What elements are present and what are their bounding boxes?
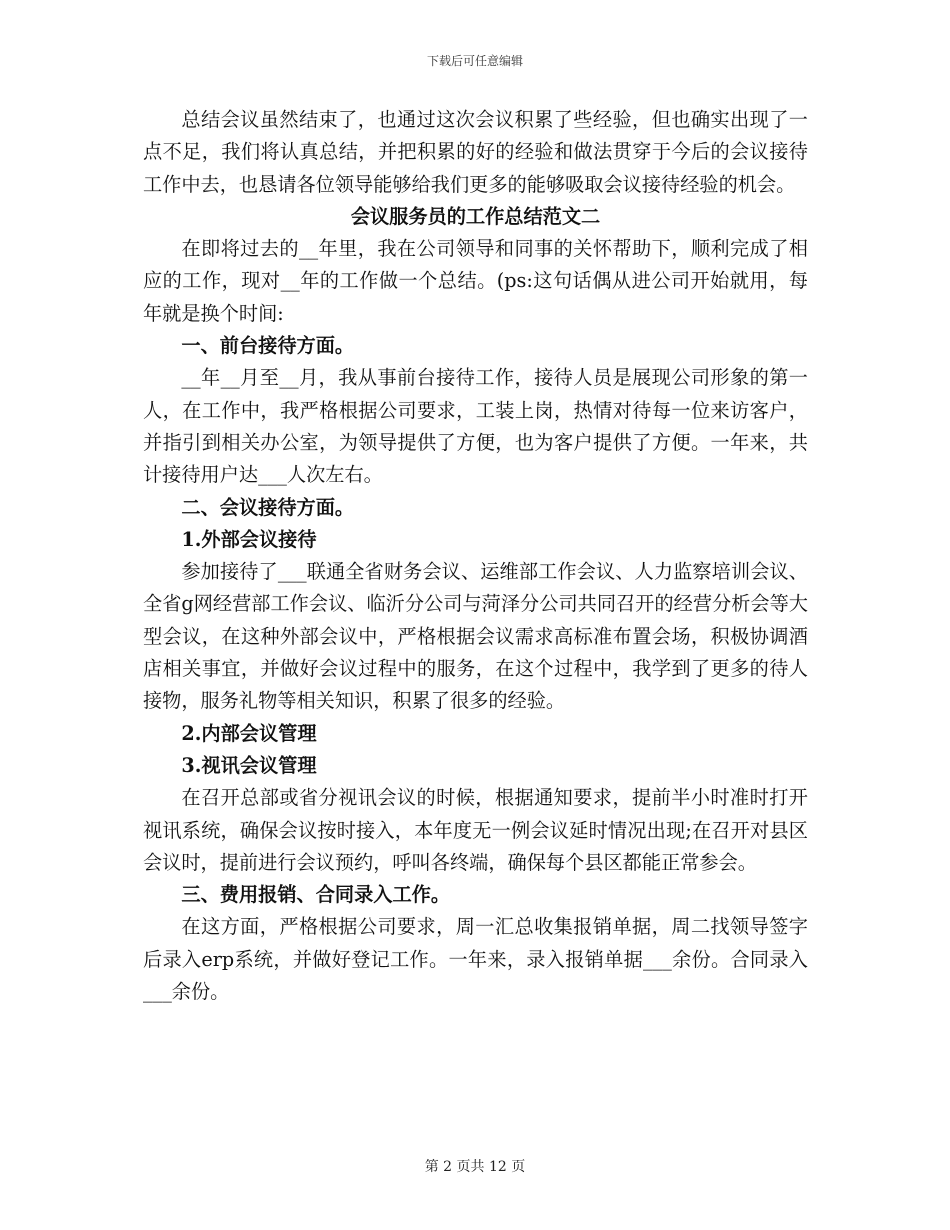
paragraph-expenses-contracts: 在这方面，严格根据公司要求，周一汇总收集报销单据，周二找领导签字后录入erp系统，并做好登记工作。一年来，录入报销单据___余份。合同录入___余份。 — [143, 915, 808, 1004]
heading-internal-meetings: 2.内部会议管理 — [181, 721, 317, 745]
paragraph-external-meetings: 参加接待了___联通全省财务会议、运维部工作会议、人力监察培训会议、全省g网经营部工作会议、临沂分公司与菏泽分公司共同召开的经营分析会等大型会议，在这种外部会议中，严格根据会议需求高标准布置会场，积极协调酒店相关事宜，并做好会议过程中的服务，在这个过程中，我学到了更多的待人接物，服务礼物等相关知识，积累了很多的经验。 — [143, 560, 808, 713]
section-title: 会议服务员的工作总结范文二 — [350, 204, 601, 228]
heading-expenses-contracts: 三、费用报销、合同录入工作。 — [181, 883, 451, 907]
heading-video-meetings: 3.视讯会议管理 — [181, 753, 317, 777]
paragraph-front-desk: __年__月至__月，我从事前台接待工作，接待人员是展现公司形象的第一人，在工作中，我严格根据公司要求，工装上岗，热情对待每一位来访客户，并指引到相关办公室，为领导提供了方便，也为客户提供了方便。一年来，共计接待用户达___人次左右。 — [143, 366, 808, 487]
paragraph-summary-conclusion: 总结会议虽然结束了，也通过这次会议积累了些经验，但也确实出现了一点不足，我们将认真总结，并把积累的好的经验和做法贯穿于今后的会议接待工作中去，也恳请各位领导能够给我们更多的能够吸取会议接待经验的机会。 — [143, 108, 808, 196]
paragraph-intro: 在即将过去的__年里，我在公司领导和同事的关怀帮助下，顺利完成了相应的工作，现对__年的工作做一个总结。(ps:这句话偶从进公司开始就用，每年就是换个时间: — [143, 237, 808, 325]
document-body — [143, 104, 808, 1008]
paragraph-video-meetings: 在召开总部或省分视讯会议的时候，根据通知要求，提前半小时准时打开视讯系统，确保会议按时接入，本年度无一例会议延时情况出现;在召开对县区会议时，提前进行会议预约，呼叫各终端，确保每个县区都能正常参会。 — [143, 786, 808, 874]
heading-front-desk: 一、前台接待方面。 — [181, 334, 355, 358]
page-footer: 第 2 页共 12 页 — [424, 1159, 526, 1175]
heading-meeting-reception: 二、会议接待方面。 — [181, 495, 355, 519]
heading-external-meetings: 1.外部会议接待 — [181, 527, 317, 551]
page-header: 下载后可任意编辑 — [426, 54, 523, 68]
